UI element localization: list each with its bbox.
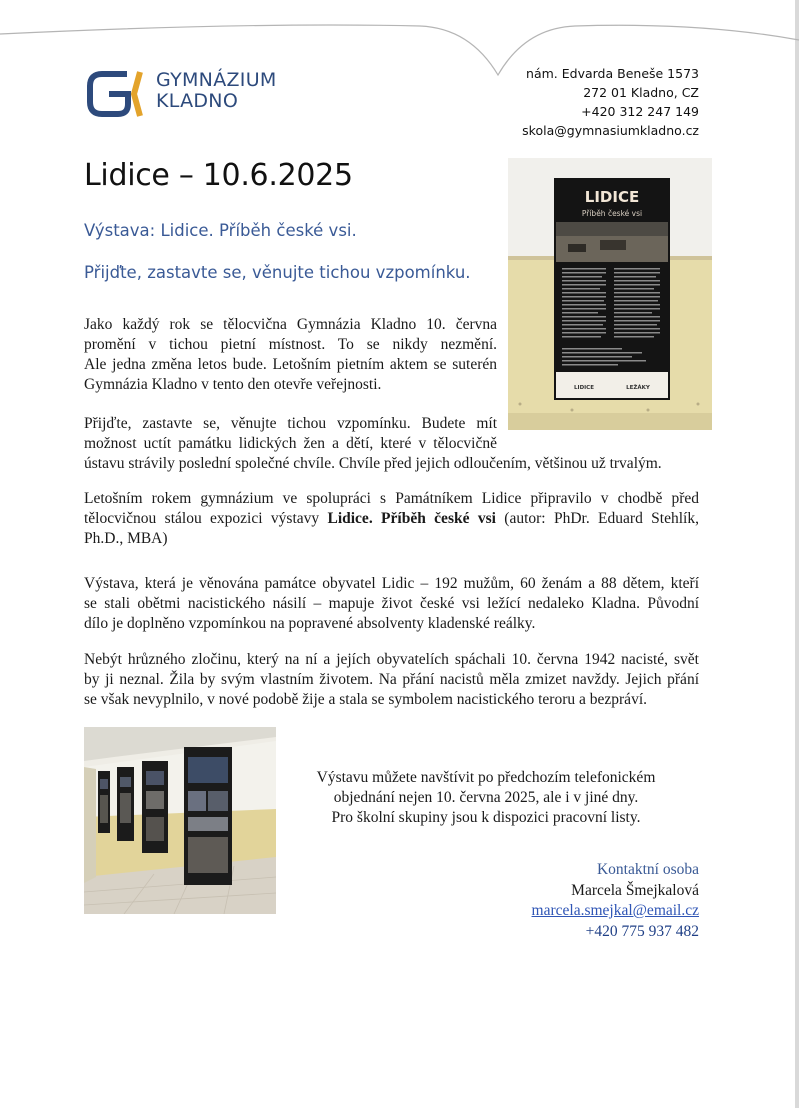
visit-line: Pro školní skupiny jsou k dispozici pracovní listy. [331, 809, 641, 826]
paragraph-history-line: by ji neznal. Žila by svým vlastním životem. Na přání nacistů měla zmizet navždy. Jejich přání [84, 671, 699, 688]
logo-line-1: GYMNÁZIUM [156, 69, 277, 91]
page-title: Lidice – 10.6.2025 [84, 158, 353, 193]
address-street: nám. Edvarda Beneše 1573 [526, 66, 699, 81]
contact-name: Marcela Šmejkalová [571, 881, 699, 899]
paragraph-exposition-line: Letošním rokem gymnázium ve spolupráci s Památníkem Lidice připravilo v chodbě před [84, 490, 699, 507]
logo-line-2: KLADNO [156, 90, 239, 112]
paragraph-invitation-line: ústavu strávily poslední společné chvíle. Chvíle před jejich odloučením, většinou už trvalým. [84, 455, 662, 472]
poster-title: LIDICE [584, 188, 640, 206]
hallway-photo [84, 727, 276, 914]
paragraph-tradition-line: Gymnázia Kladno v tento den otevře veřejnosti. [84, 376, 382, 393]
address-city: 272 01 Kladno, CZ [583, 85, 699, 100]
paragraph-tradition-line: promění v tichou pietní místnost. To se nikdy nezmění. [84, 336, 497, 353]
school-logo-mark-icon [84, 68, 148, 120]
paragraph-exposition-line: Ph.D., MBA) [84, 530, 168, 547]
contact-email-link[interactable]: marcela.smejkal@email.cz [531, 902, 699, 919]
paragraph-history-line: se však nevyplnilo, v nové podobě žije a stala se symbolem nacistického teroru a bezpráví. [84, 691, 647, 708]
exhibition-subtitle: Výstava: Lidice. Příběh české vsi. [84, 221, 357, 240]
paragraph-exposition [84, 489, 699, 549]
paragraph-history [84, 650, 699, 710]
poster-subtitle: Příběh české vsi [581, 209, 643, 218]
poster-photo-image [508, 158, 712, 430]
paragraph-exposition-line [84, 509, 699, 529]
visit-line: objednání nejen 10. června 2025, ale i v jiné dny. [333, 789, 639, 806]
paragraph-exhibition-line: Výstava, která je věnována památce obyvatel Lidic – 192 mužům, 60 ženám a 88 dětem, kteří [84, 575, 699, 592]
address-phone: +420 312 247 149 [581, 104, 699, 119]
visit-line: Výstavu můžete navštívit po předchozím telefonickém [316, 769, 656, 786]
paragraph-tradition-line: Ale jedna změna letos bude. Letošním pietním aktem se suterén [84, 356, 497, 373]
page-edge [795, 0, 799, 1108]
visit-information [296, 768, 676, 828]
paragraph-invitation [84, 414, 699, 474]
paragraph-tradition [84, 315, 497, 395]
poster-logo-right: LEŽÁKY [626, 385, 650, 391]
school-address [522, 64, 699, 140]
poster-photo [508, 158, 712, 430]
contact-heading: Kontaktní osoba [596, 861, 699, 878]
paragraph-history-line: Nebýt hrůzného zločinu, který na ní a jejích obyvatelích spáchali 10. června 1942 nacisté, svět [84, 651, 699, 668]
school-logo-text [156, 70, 277, 112]
paragraph-exhibition-line: se stali obětmi nacistického násilí – mapuje život české vsi ležící nedaleko Kladna. Původní [84, 595, 699, 612]
address-email: skola@gymnasiumkladno.cz [522, 123, 699, 138]
school-logo [84, 68, 314, 120]
hallway-photo-image [84, 727, 276, 914]
paragraph-exhibition-line: dílo je doplněno vzpomínkou na popravené absolventy kladenské reálky. [84, 615, 536, 632]
exposition-text-after: (autor: PhDr. Eduard Stehlík, [495, 510, 699, 527]
invitation-subtitle: Přijďte, zastavte se, věnujte tichou vzpomínku. [84, 263, 471, 282]
paragraph-exhibition [84, 574, 699, 634]
exhibition-name: Lidice. Příběh české vsi [327, 510, 496, 527]
poster-logo-left: LIDICE [574, 385, 594, 391]
contact-phone: +420 775 937 482 [585, 922, 699, 940]
paragraph-invitation-line: Přijďte, zastavte se, věnujte tichou vzpomínku. Budete mít [84, 415, 497, 432]
paragraph-invitation-line: možnost uctít památku lidických žen a dětí, které v tělocvičně [84, 435, 497, 452]
contact-block [532, 860, 699, 942]
paragraph-tradition-line: Jako každý rok se tělocvična Gymnázia Kladno 10. června [84, 316, 497, 333]
exposition-text-before: tělocvičnou stálou expozici výstavy [84, 510, 328, 527]
